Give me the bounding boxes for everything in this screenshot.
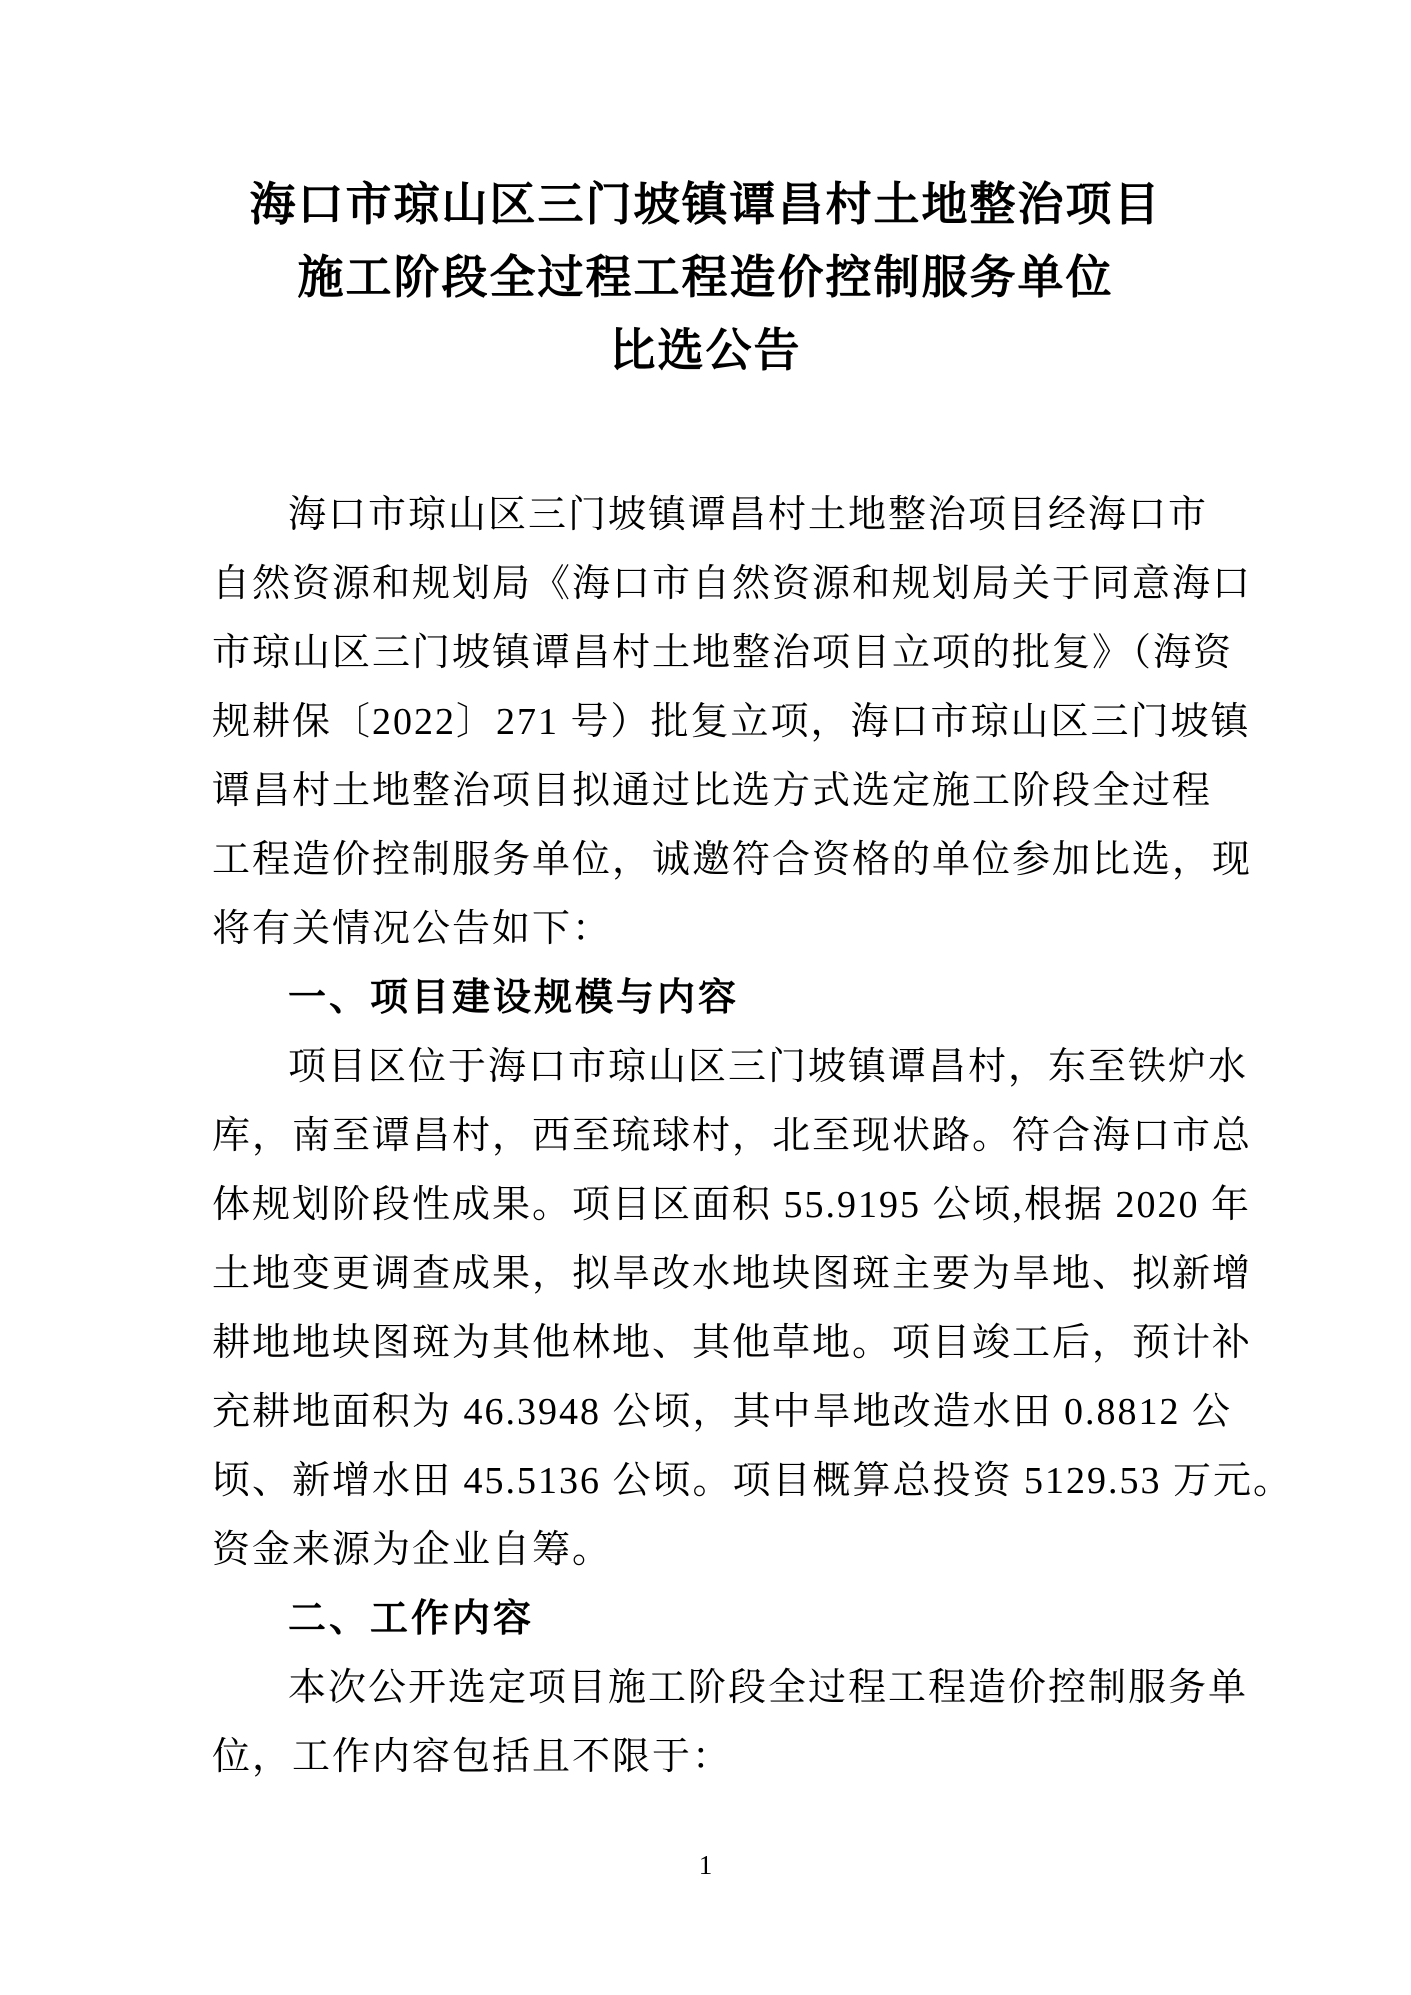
paragraph1-line: 工程造价控制服务单位，诚邀符合资格的单位参加比选，现 <box>212 839 1253 881</box>
paragraph2-line: 顷、新增水田 45.5136 公顷。项目概算总投资 5129.53 万元。 <box>212 1460 1294 1502</box>
paragraph1-line: 规耕保〔2022〕271 号）批复立项，海口市琼山区三门坡镇 <box>212 701 1251 743</box>
paragraph3-line: 本次公开选定项目施工阶段全过程工程造价控制服务单 <box>288 1667 1249 1709</box>
page-number: 1 <box>698 1850 713 1880</box>
paragraph1-line: 自然资源和规划局《海口市自然资源和规划局关于同意海口 <box>212 563 1253 605</box>
paragraph2-line: 项目区位于海口市琼山区三门坡镇谭昌村，东至铁炉水 <box>288 1046 1249 1088</box>
paragraph1-line: 谭昌村土地整治项目拟通过比选方式选定施工阶段全过程 <box>212 770 1213 812</box>
paragraph1-line: 将有关情况公告如下： <box>212 908 613 950</box>
paragraph2-line: 耕地地块图斑为其他林地、其他草地。项目竣工后，预计补 <box>212 1322 1253 1364</box>
paragraph3-line: 位，工作内容包括且不限于： <box>212 1736 733 1778</box>
title-line-2: 施工阶段全过程工程造价控制服务单位 <box>297 252 1114 303</box>
section-heading-1: 一、项目建设规模与内容 <box>288 977 740 1019</box>
title-line-1: 海口市琼山区三门坡镇谭昌村土地整治项目 <box>249 179 1162 230</box>
paragraph1-line: 市琼山区三门坡镇谭昌村土地整治项目立项的批复》（海资 <box>212 632 1234 674</box>
document-body <box>212 481 1294 1792</box>
paragraph2-line: 充耕地面积为 46.3948 公顷，其中旱地改造水田 0.8812 公 <box>212 1391 1233 1433</box>
paragraph2-line: 土地变更调查成果，拟旱改水地块图斑主要为旱地、拟新增 <box>212 1253 1253 1295</box>
title-line-3: 比选公告 <box>609 325 802 376</box>
paragraph1-line: 海口市琼山区三门坡镇谭昌村土地整治项目经海口市 <box>288 494 1209 536</box>
paragraph2-line: 库，南至谭昌村，西至琉球村，北至现状路。符合海口市总 <box>212 1115 1253 1157</box>
paragraph2-line: 资金来源为企业自筹。 <box>212 1529 613 1571</box>
paragraph2-line: 体规划阶段性成果。项目区面积 55.9195 公顷,根据 2020 年 <box>212 1184 1252 1226</box>
document-title <box>0 0 1411 387</box>
section-heading-2: 二、工作内容 <box>288 1598 535 1640</box>
